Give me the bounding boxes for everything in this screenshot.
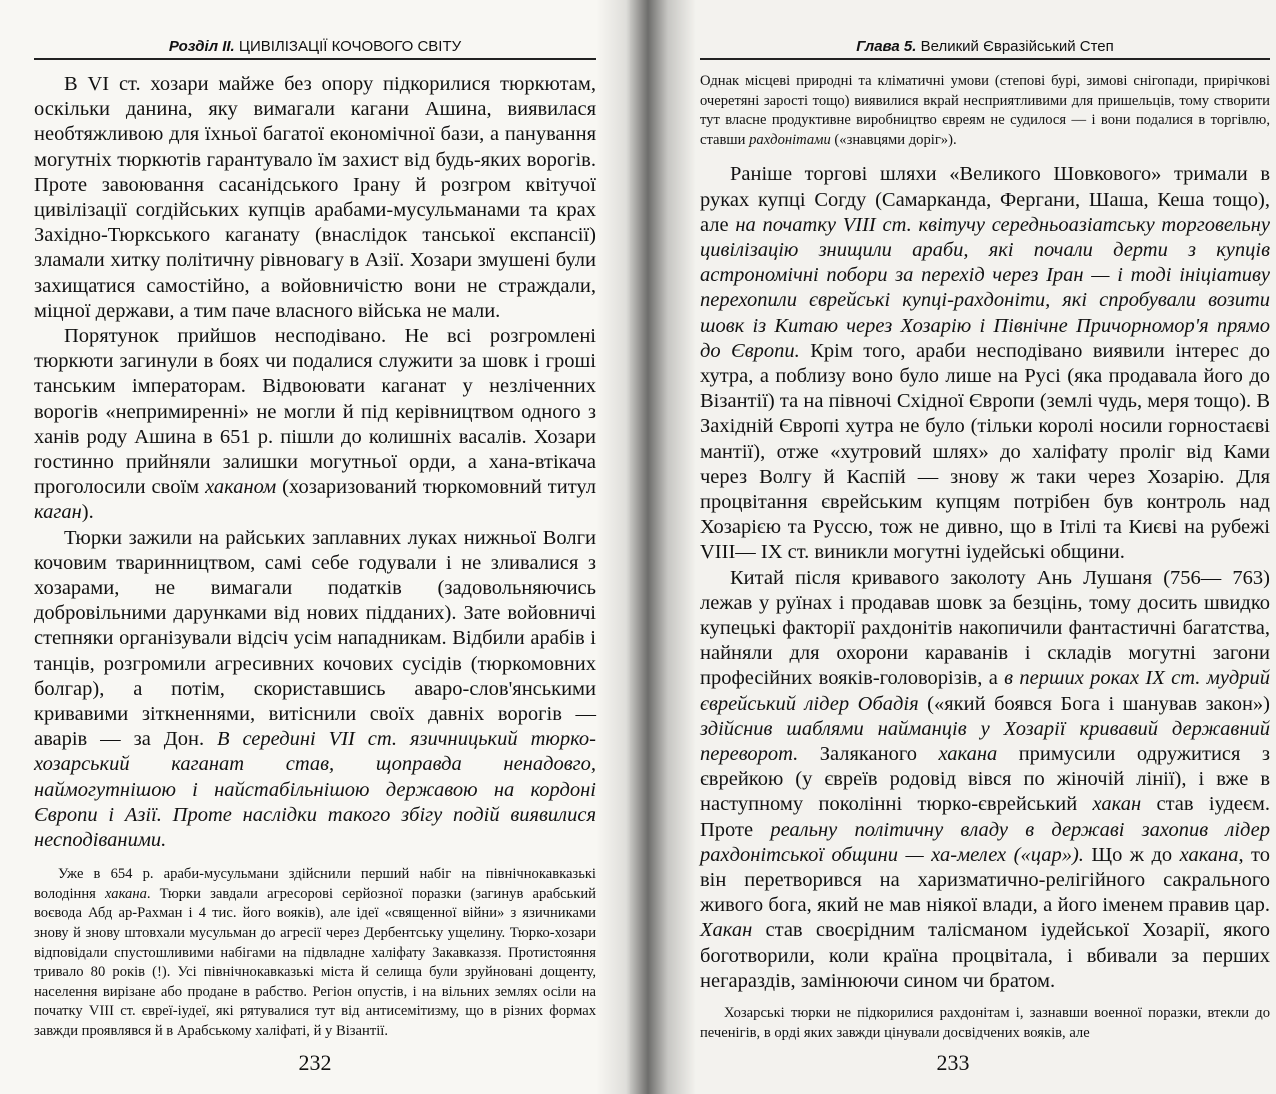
left-header-title: ЦИВІЛІЗАЦІЇ КОЧОВОГО СВІТУ xyxy=(238,38,462,55)
text-run: Порятунок прийшов несподівано. Не всі розгромлені тюркюти загинули в боях чи подалися служити за шовк і гроші танським імператорам. Відвоювати каганат у незліченних ворогів «непримиренні» не могли й під керівництвом одного з ханів роду Ашина в 651 р. пішли до колишніх васалів. Хозари гостинно прийняли залишки могутньої орди, а хана-втікача проголосили своїм xyxy=(34,325,596,499)
text-run: став іудеєм. Проте xyxy=(700,793,1270,841)
italic-term: хакана xyxy=(938,743,998,766)
italic-term: каган xyxy=(34,501,82,524)
right-note-bottom: Хозарські тюрки не підкорилися рахдонітам і, зазнавши военної поразки, втекли до печенігів, в орді яких завжди цінували досвідчених вояків, але xyxy=(700,1005,1270,1041)
right-paragraph-1 xyxy=(700,162,1270,565)
right-top-note xyxy=(700,72,1270,150)
right-header-title: Великий Євразійський Степ xyxy=(920,38,1114,55)
italic-emphasis: реальну політичну владу в державі захопив лідер рахдонітської общини — ха-мелех («цар»). xyxy=(700,818,1271,866)
right-paragraph-2 xyxy=(700,566,1270,994)
italic-term: хаканом xyxy=(205,476,277,499)
left-paragraph-1: В VІ ст. хозари майже без опору підкорилися тюркютам, оскільки данина, яку вимагали кагани Ашина, виявилася необтяжливою для їхньої багатої економічної бази, а панування могутніх тюркютів гарантувало їм захист від будь-яких ворогів. Проте завоювання сасанідського Ірану й розгром квітучої цивілізації согдійських купців арабами-мусульманами та крах Західно-Тюркського каганату (внаслідок танської експансії) зламали хитку політичну рівновагу в Азії. Хозари змушені були захищатися самостійно, а войовничістю вони не страждали, міцної держави, а тим паче власного війська не мали. xyxy=(34,73,596,322)
right-body xyxy=(700,162,1270,994)
italic-term: хакана xyxy=(1179,843,1239,866)
right-bottom-note xyxy=(700,1004,1270,1043)
text-run: . Тюрки завдали агресорові серйозної поразки (загинув арабський воєвода Абд ар-Рахман і 4 тис. його вояків), але ідеї «священної війни» з язичниками знову й знову штовхали мусульман до агресії через Дербентську ущелину. Тюрко-хозари відповідали спустошливими набігами на підвладне халіфату Закавказзя. Протистояння тривало 80 років (!). Усі північнокавказькі міста й селища були зруйновані дощенту, населення вирізане або продане в рабство. Регіон опустів, і на вільних землях осіли на початку VIII ст. євреї-іудеї, які рятувалися тут від антисемітизму, що в різних формах завжди проявлявся й в Арабському халіфаті, й у Візантії. xyxy=(34,885,596,1040)
italic-emphasis: в перших роках IX ст. мудрий єврейський лідер Обадія xyxy=(700,667,1270,715)
text-run: став своєрідним талісманом іудейської Хозарії, якого боготворили, коли країна процвітала, і вбивали за перших негараздів, замінюючи сином чи братом. xyxy=(700,919,1270,992)
text-run: («який боявся Бога і шанував закон») xyxy=(918,692,1270,715)
left-page xyxy=(0,0,630,1094)
text-run: (хозаризований тюркомовний титул xyxy=(276,476,596,499)
italic-emphasis: на початку VIII ст. квітучу середньоазіатську торговельну цивілізацію знищили араби, які почали дерти з купців астрономічні побори за перехід через Іран — і тоді ініціативу перехопили єврейські купці-рахдоніти, які спробували возити шовк із Китаю через Хозарію і Північне Причорномор'я прямо до Європи. xyxy=(700,213,1271,362)
italic-term: хакан xyxy=(1092,793,1142,816)
text-run: , то він перетворився на харизматично-релігійного сакрального живого бога, який не мав ніякої влади, а його іменем правив цар. xyxy=(700,843,1270,917)
text-run: («знавцями доріг»). xyxy=(830,131,957,148)
text-run: ). xyxy=(81,501,94,524)
text-run: Китай після кривавого заколоту Ань Лушаня (756— 763) лежав у руїнах і продавав шовк за безцінь, тому досить швидко купецькі факторії рахдонітів накопичили фантастичні багатства, найняли для охорони караванів і складів могутні загони професійних вояків-головорізів, а xyxy=(700,566,1270,690)
left-body xyxy=(34,72,596,853)
italic-term: рахдонітами xyxy=(749,131,831,148)
italic-emphasis: здійснив шаблями найманців у Хозарії кривавий державний переворот. xyxy=(700,717,1270,766)
text-run: Заляканого xyxy=(798,743,939,766)
left-page-number: 232 xyxy=(298,1050,332,1075)
text-run: Уже в 654 р. араби-мусульмани здійснили перший набіг на північнокавказькі володіння xyxy=(34,866,596,902)
left-running-head xyxy=(34,38,596,60)
italic-emphasis: В середині VII ст. язичницький тюрко-хозарський каганат став, щоправда ненадовго, наймогутнішою і найстабільнішою державою на кордоні Європи і Азії. Проте наслідки такого збігу подій виявилися несподіваними. xyxy=(34,728,596,852)
left-footnote-block xyxy=(34,865,596,1041)
italic-term: Хакан xyxy=(700,919,753,942)
right-running-head xyxy=(700,38,1270,60)
text-run: Крім того, араби несподівано виявили інтерес до хутра, а поблизу воно було лише на Русі (яка продавала його до Візантії) та на півночі Східної Європи (землі чудь, меря тощо). В Західній Європі хутра не було (тільки королі носили горностаєві мантії), отже «хутровий шлях» до халіфату проліг від Ками через Волгу й Каспій — знову ж таки через Хозарію. Для процвітання єврейським купцям потрібен був контроль над Хозарією та Руссю, тож не дивно, що в Ітілі та Києві на рубежі VIII— IX ст. виникли могутні іудейські общини. xyxy=(700,339,1271,564)
italic-term: хакана xyxy=(105,885,147,902)
text-run: Що ж до xyxy=(1083,843,1180,866)
text-run: Тюрки зажили на райських заплавних луках нижньої Волги кочовим тваринництвом, самі себе годували і не зливалися з хозарами, не вимагали податків (задовольняючись добровільними дарунками від нових підданих). Зате войовничі степняки організували відсіч усім нападникам. Відбили арабів і танців, розгромили агресивних кочових сусідів (тюркомовних болгар), а потім, скориставшись аваро-слов'янськими кривавими зіткненнями, витіснили своїх давніх ворогів — аварів — за Дон. xyxy=(34,526,596,751)
left-note xyxy=(34,865,596,1041)
left-paragraph-3 xyxy=(34,526,596,854)
right-page-number: 233 xyxy=(936,1050,970,1075)
text-run: Раніше торгові шляхи «Великого Шовкового» тримали в руках купці Согду (Самарканда, Фергани, Шаша, Кеша тощо), але xyxy=(700,163,1270,236)
left-paragraph-2 xyxy=(34,324,596,526)
text-run: Однак місцеві природні та кліматичні умови (степові бурі, зимові снігопади, прирічкові очеретяні зарості тощо) виявилися вкрай несприятливими для пришельців, тому створити тут власне продуктивне виробництво євреям не судилося — і вони подалися в торгівлю, ставши xyxy=(700,73,1270,148)
right-header-label: Глава 5. xyxy=(856,38,917,55)
text-run: примусили одружитися з єврейкою (у євреїв родовід вівся по жіночій лінії), і вже в наступному поколінні тюрко-єврейський xyxy=(700,743,1270,816)
right-page xyxy=(630,0,1276,1094)
left-header-label: Розділ ІІ. xyxy=(168,38,235,55)
right-note-top xyxy=(700,72,1270,150)
